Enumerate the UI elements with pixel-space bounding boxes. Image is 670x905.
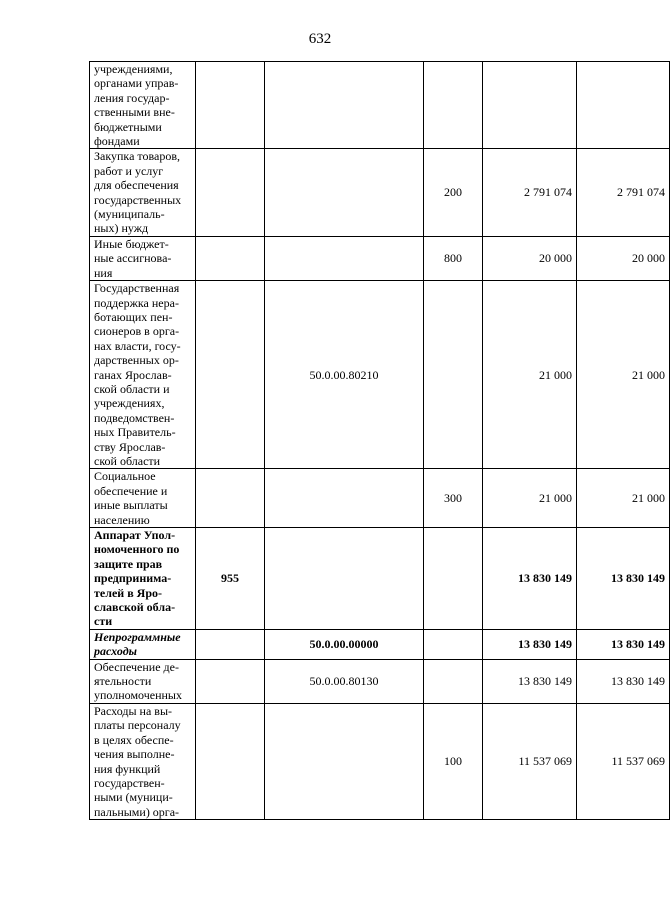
row-name-cell — [90, 703, 196, 819]
row-vr-text: 800 — [444, 251, 462, 266]
row-vr-text: 300 — [444, 490, 462, 505]
row-sum-2023-text: 21 000 — [539, 490, 572, 505]
row-sum-2023-text: 13 830 149 — [518, 571, 572, 586]
row-sum-2023-cell — [483, 528, 577, 630]
row-sum-2024-cell — [577, 236, 670, 280]
row-sum-2024-cell — [577, 528, 670, 630]
row-ved-cell — [196, 62, 265, 149]
page-number: 632 — [308, 31, 332, 47]
table-row — [90, 703, 670, 819]
row-csr-text: 50.0.00.00000 — [309, 637, 379, 652]
row-ved-cell — [196, 528, 265, 630]
row-ved-cell — [196, 236, 265, 280]
row-csr-text: 50.0.00.80130 — [309, 674, 379, 689]
row-sum-2024-text: 2 791 074 — [617, 185, 665, 200]
row-sum-2024-cell — [577, 62, 670, 149]
row-ved-text: 955 — [221, 571, 239, 586]
row-sum-2024-cell — [577, 149, 670, 236]
row-sum-2024-text: 13 830 149 — [611, 674, 665, 689]
row-ved-cell — [196, 149, 265, 236]
row-csr-cell — [265, 528, 424, 630]
row-sum-2024-text: 21 000 — [632, 490, 665, 505]
row-vr-text: 200 — [444, 185, 462, 200]
table-row — [90, 629, 670, 659]
row-sum-2024-text: 20 000 — [632, 251, 665, 266]
row-vr-cell — [424, 469, 483, 528]
row-vr-cell — [424, 149, 483, 236]
row-name-cell — [90, 469, 196, 528]
row-sum-2024-cell — [577, 281, 670, 469]
row-sum-2024-cell — [577, 469, 670, 528]
row-sum-2023-text: 11 537 069 — [518, 754, 572, 769]
row-csr-cell — [265, 469, 424, 528]
row-csr-cell — [265, 703, 424, 819]
row-ved-cell — [196, 281, 265, 469]
row-name-text: Государственная поддержка нера- ботающих пен- сионеров в орга- нах власти, госу- дарственных ор- ганах Ярослав- ской области и учреждениях, подведомствен- ных Правитель- ству Ярослав- ской области — [94, 281, 181, 468]
row-ved-cell — [196, 629, 265, 659]
row-name-text: Расходы на вы- платы персоналу в целях обеспе- чения выполне- ния функций государствен- ными (муници- пальными) орга- — [94, 703, 181, 819]
row-vr-text: 100 — [444, 754, 462, 769]
row-sum-2023-text: 13 830 149 — [518, 674, 572, 689]
row-sum-2023-cell — [483, 236, 577, 280]
row-name-text: Закупка товаров, работ и услуг для обеспечения государственных (муниципаль- ных) нужд — [94, 149, 182, 236]
row-sum-2024-cell — [577, 629, 670, 659]
row-ved-cell — [196, 659, 265, 703]
row-name-text: Аппарат Упол- номоченного по защите прав предпринима- телей в Яро- славской обла- сти — [94, 528, 180, 629]
row-name-text: Социальное обеспечение и иные выплаты населению — [94, 469, 168, 527]
row-vr-cell — [424, 629, 483, 659]
row-sum-2024-text: 21 000 — [632, 367, 665, 382]
table-row — [90, 469, 670, 528]
row-name-cell — [90, 149, 196, 236]
row-sum-2024-cell — [577, 659, 670, 703]
row-vr-cell — [424, 62, 483, 149]
row-vr-cell — [424, 281, 483, 469]
row-vr-cell — [424, 703, 483, 819]
row-csr-cell — [265, 629, 424, 659]
row-csr-cell — [265, 62, 424, 149]
row-sum-2024-cell — [577, 703, 670, 819]
row-sum-2023-cell — [483, 149, 577, 236]
row-name-text: Иные бюджет- ные ассигнова- ния — [94, 236, 172, 280]
row-vr-cell — [424, 659, 483, 703]
row-sum-2023-cell — [483, 659, 577, 703]
table-row — [90, 149, 670, 236]
table-row — [90, 236, 670, 280]
row-name-cell — [90, 62, 196, 149]
row-sum-2023-cell — [483, 703, 577, 819]
row-sum-2023-text: 2 791 074 — [524, 185, 572, 200]
row-name-text: Обеспечение де- ятельности уполномоченных — [94, 659, 182, 703]
row-sum-2023-cell — [483, 281, 577, 469]
row-csr-cell — [265, 236, 424, 280]
budget-table — [89, 61, 670, 820]
row-name-cell — [90, 236, 196, 280]
table-row — [90, 528, 670, 630]
row-name-text: Непрограммные расходы — [94, 629, 181, 659]
table-row — [90, 62, 670, 149]
table-row — [90, 659, 670, 703]
row-sum-2024-text: 13 830 149 — [611, 637, 665, 652]
row-sum-2023-cell — [483, 62, 577, 149]
row-name-text: учреждениями, органами управ- ления государ- ственными вне- бюджетными фондами — [94, 62, 179, 149]
row-sum-2023-cell — [483, 469, 577, 528]
row-name-cell — [90, 629, 196, 659]
row-csr-cell — [265, 281, 424, 469]
row-csr-cell — [265, 149, 424, 236]
row-name-cell — [90, 281, 196, 469]
row-name-cell — [90, 659, 196, 703]
row-vr-cell — [424, 236, 483, 280]
row-sum-2024-text: 13 830 149 — [611, 571, 665, 586]
row-sum-2023-text: 21 000 — [539, 367, 572, 382]
table-row — [90, 281, 670, 469]
row-csr-text: 50.0.00.80210 — [309, 367, 379, 382]
row-sum-2023-text: 20 000 — [539, 251, 572, 266]
row-name-cell — [90, 528, 196, 630]
row-ved-cell — [196, 703, 265, 819]
row-sum-2023-text: 13 830 149 — [518, 637, 572, 652]
row-ved-cell — [196, 469, 265, 528]
row-sum-2024-text: 11 537 069 — [611, 754, 665, 769]
row-csr-cell — [265, 659, 424, 703]
row-sum-2023-cell — [483, 629, 577, 659]
row-vr-cell — [424, 528, 483, 630]
budget-table-body — [90, 62, 670, 820]
